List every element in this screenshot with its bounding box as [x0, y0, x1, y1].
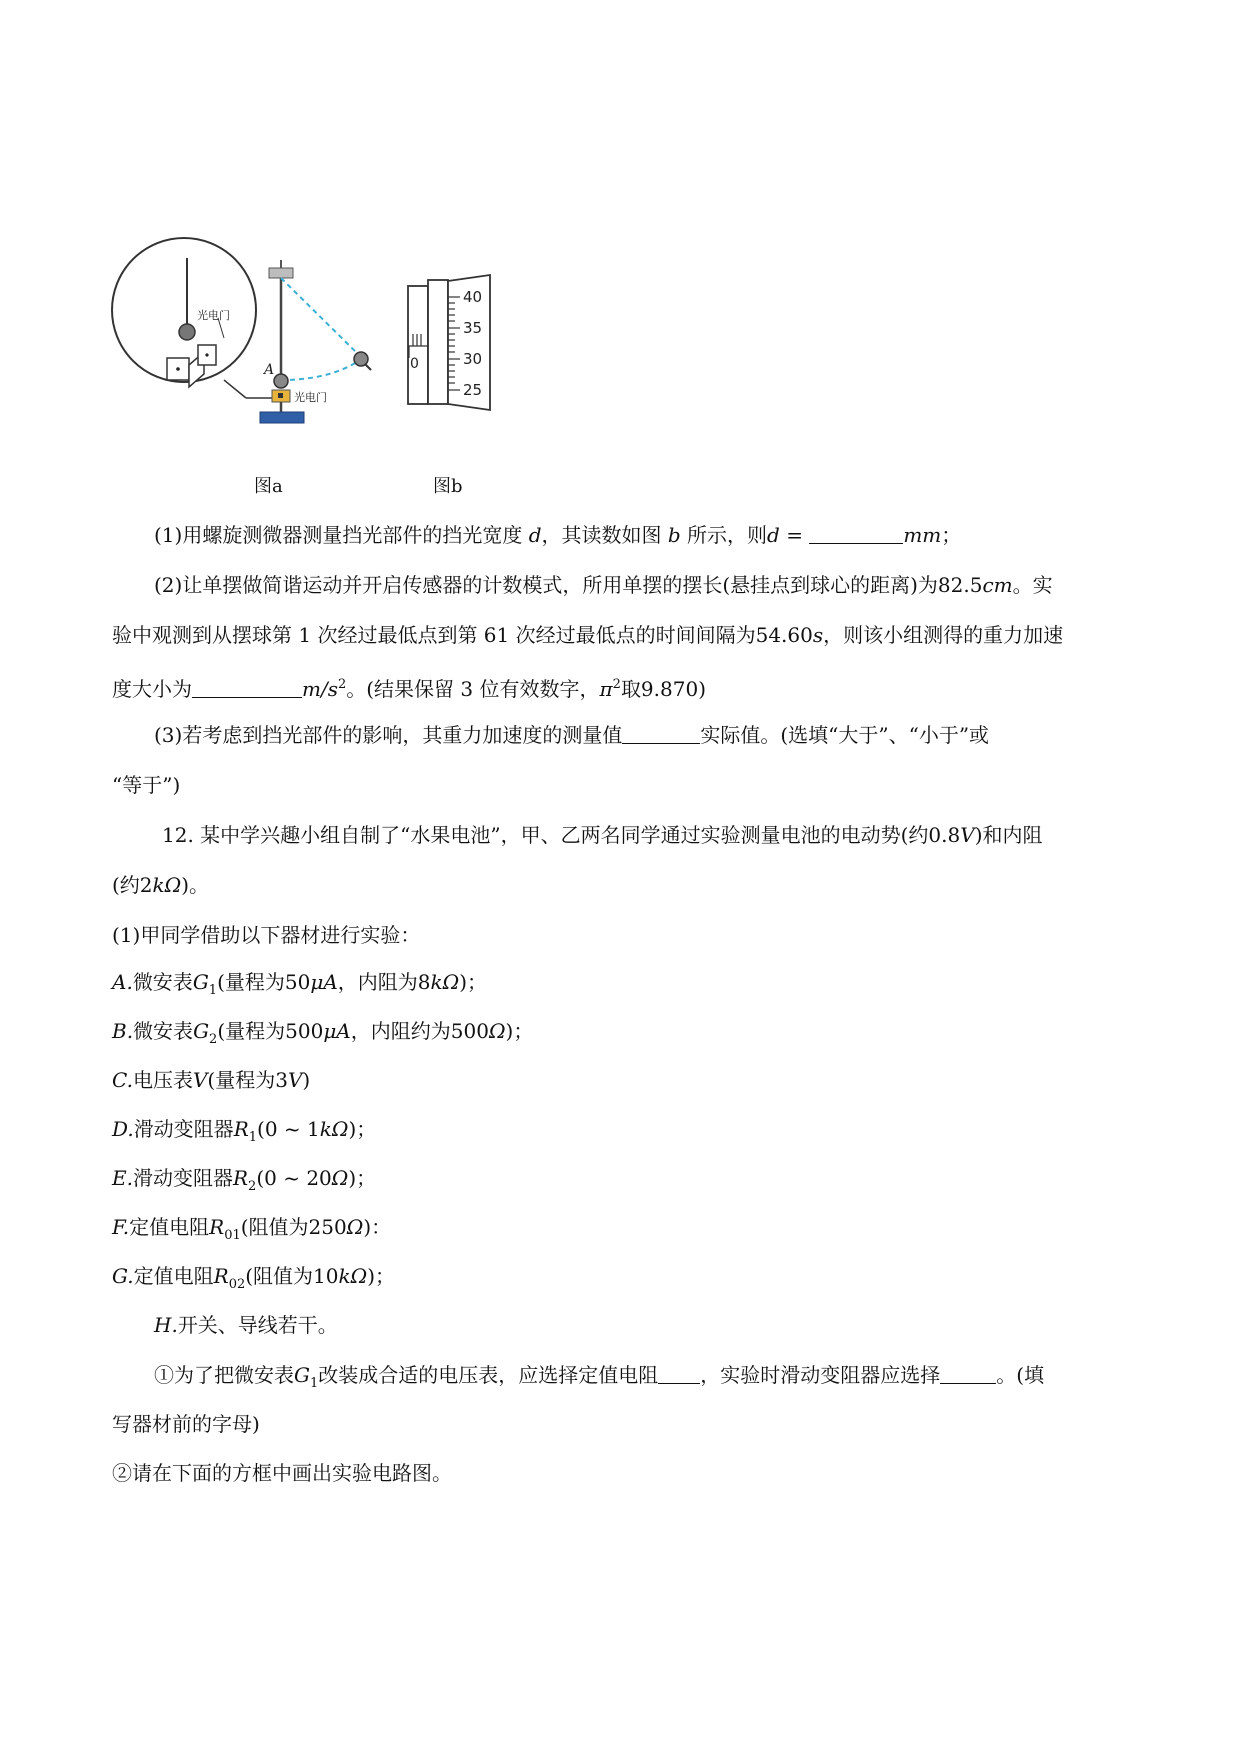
thimble-label-35: 35 [463, 319, 483, 337]
answer-blank-d[interactable] [809, 525, 903, 544]
answer-blank-rheostat[interactable] [940, 1365, 996, 1384]
q12-step1-line1: ①为了把微安表$G_1$改装成合适的电压表，应选择定值电阻 ，实验时滑动变阻器应选择 。(填 [154, 1363, 1045, 1391]
equipment-item-c: C.电压表V(量程为3V) [112, 1068, 311, 1092]
q12-intro-line2: (约2kΩ)。 [112, 873, 210, 897]
q12-step2: ②请在下面的方框中画出实验电路图。 [112, 1461, 452, 1485]
q12-step1-line2: 写器材前的字母) [112, 1412, 260, 1436]
main-scale-zero: 0 [410, 356, 419, 372]
caption-figure-b: 图b [433, 476, 463, 497]
q11-part1: (1)用螺旋测微器测量挡光部件的挡光宽度 d，其读数如图 b 所示，则d = mm； [154, 523, 962, 547]
answer-blank-compare[interactable] [622, 725, 700, 744]
magnified-view [112, 238, 276, 398]
q12-part1-heading: (1)甲同学借助以下器材进行实验： [112, 923, 421, 947]
thimble-label-40: 40 [463, 288, 483, 306]
equipment-item-e: E.滑动变阻器$R_2(0$ ~ 20Ω)； [112, 1166, 377, 1194]
q11-part2-line1: (2)让单摆做简谐运动并开启传感器的计数模式，所用单摆的摆长(悬挂点到球心的距离)为82.5cm。实 [154, 573, 1053, 597]
equipment-item-f: F.定值电阻$R_{01}$(阻值为250Ω)： [112, 1215, 392, 1243]
answer-blank-resistor[interactable] [658, 1365, 700, 1384]
equipment-item-b: B.微安表$G_2$(量程为500μA，内阻约为500Ω)； [112, 1019, 534, 1047]
q11-part3-line1: (3)若考虑到挡光部件的影响，其重力加速度的测量值 实际值。(选填“大于”、“小于”或 [154, 723, 990, 747]
equipment-item-a: A.微安表$G_1$(量程为50μA，内阻为8kΩ)； [112, 970, 488, 998]
thimble-label-30: 30 [463, 350, 483, 368]
q11-part2-line3: 度大小为 $m/s^2$。(结果保留 3 位有效数字，$\pi^2$取9.870) [112, 677, 706, 701]
caption-figure-a: 图a [254, 476, 283, 497]
point-a-label: A [264, 362, 275, 378]
q12-intro-line1: 12. 某中学兴趣小组自制了“水果电池”，甲、乙两名同学通过实验测量电池的电动势(约0.8V)和内阻 [162, 823, 1043, 847]
gate-label: 光电门 [294, 391, 327, 404]
q11-part2-line2: 验中观测到从摆球第 1 次经过最低点到第 61 次经过最低点的时间间隔为54.60s，则该小组测得的重力加速 [112, 623, 1064, 647]
gate-label-magnified: 光电门 [197, 309, 230, 322]
pendulum-and-micrometer-diagram [0, 0, 1241, 500]
experiment-figure [0, 0, 1241, 500]
q11-part3-line2: “等于”) [112, 773, 181, 797]
thimble-label-25: 25 [463, 381, 483, 399]
equipment-item-h: H.开关、导线若干。 [154, 1313, 338, 1337]
equipment-item-d: D.滑动变阻器$R_1(0$ ~ 1kΩ)； [112, 1117, 377, 1145]
answer-blank-g[interactable] [192, 679, 302, 698]
equipment-item-g: G.定值电阻$R_{02}$(阻值为10kΩ)； [112, 1264, 396, 1292]
